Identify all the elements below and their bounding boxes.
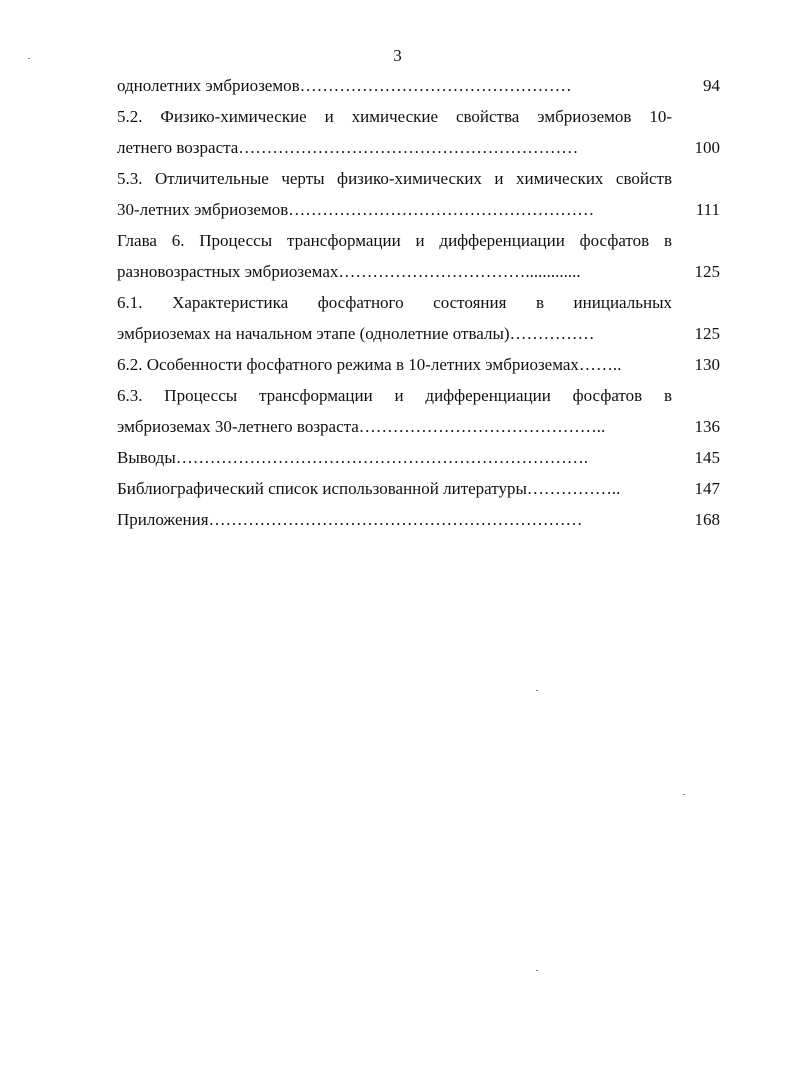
toc-entry-text: эмбриоземах 30-летнего возраста…………………………………….. [117, 417, 606, 436]
page-number: 3 [393, 46, 402, 65]
toc-entry-page: 136 [694, 417, 720, 436]
toc-line-5 [117, 194, 720, 225]
toc-entry-text: 5.3. Отличительные черты физико-химических и химических свойств [117, 169, 672, 188]
toc-entry-text: 6.1. Характеристика фосфатного состояния в инициальных [117, 293, 672, 312]
toc-entry-text: летнего возраста…………………………………………………… [117, 138, 579, 157]
toc-line-14 [117, 473, 720, 504]
toc-entry-page: 130 [694, 355, 720, 374]
toc-entry-page: 125 [694, 262, 720, 281]
toc-line-2 [117, 101, 720, 132]
toc-line-9 [117, 318, 720, 349]
toc-entry-text: эмбриоземах на начальном этапе (однолетние отвалы)…………… [117, 324, 595, 343]
toc-entry-page: 100 [694, 138, 720, 157]
table-of-contents [117, 70, 720, 535]
toc-entry-text: 6.3. Процессы трансформации и дифференциации фосфатов в [117, 386, 672, 405]
scan-speck [683, 794, 685, 795]
toc-entry-page: 145 [694, 448, 720, 467]
toc-entry-text: 5.2. Физико-химические и химические свойства эмбриоземов 10- [117, 107, 672, 126]
toc-line-4 [117, 163, 720, 194]
toc-line-12 [117, 411, 720, 442]
toc-entry-page: 147 [694, 479, 720, 498]
toc-entry-text: 30-летних эмбриоземов……………………………………………… [117, 200, 595, 219]
toc-entry-page: 111 [695, 200, 720, 219]
toc-entry-text: Выводы………………………………………………………………. [117, 448, 589, 467]
toc-entry-text: Приложения………………………………………………………… [117, 510, 583, 529]
toc-entry-text: однолетних эмбриоземов………………………………………… [117, 76, 572, 95]
toc-line-1 [117, 70, 720, 101]
toc-line-11 [117, 380, 720, 411]
toc-entry-text: Библиографический список использованной литературы…………….. [117, 479, 621, 498]
scan-speck [28, 58, 30, 59]
toc-line-7 [117, 256, 720, 287]
scan-speck [536, 970, 538, 971]
toc-line-13 [117, 442, 720, 473]
toc-entry-page: 94 [703, 76, 720, 95]
toc-line-3 [117, 132, 720, 163]
toc-line-8 [117, 287, 720, 318]
toc-entry-text: 6.2. Особенности фосфатного режима в 10-летних эмбриоземах…….. [117, 355, 622, 374]
toc-entry-text: Глава 6. Процессы трансформации и дифференциации фосфатов в [117, 231, 672, 250]
toc-entry-page: 168 [694, 510, 720, 529]
toc-line-6 [117, 225, 720, 256]
toc-line-10 [117, 349, 720, 380]
toc-entry-text: разновозрастных эмбриоземах……………………………............. [117, 262, 581, 281]
toc-line-15 [117, 504, 720, 535]
toc-entry-page: 125 [694, 324, 720, 343]
scan-speck [536, 690, 538, 691]
